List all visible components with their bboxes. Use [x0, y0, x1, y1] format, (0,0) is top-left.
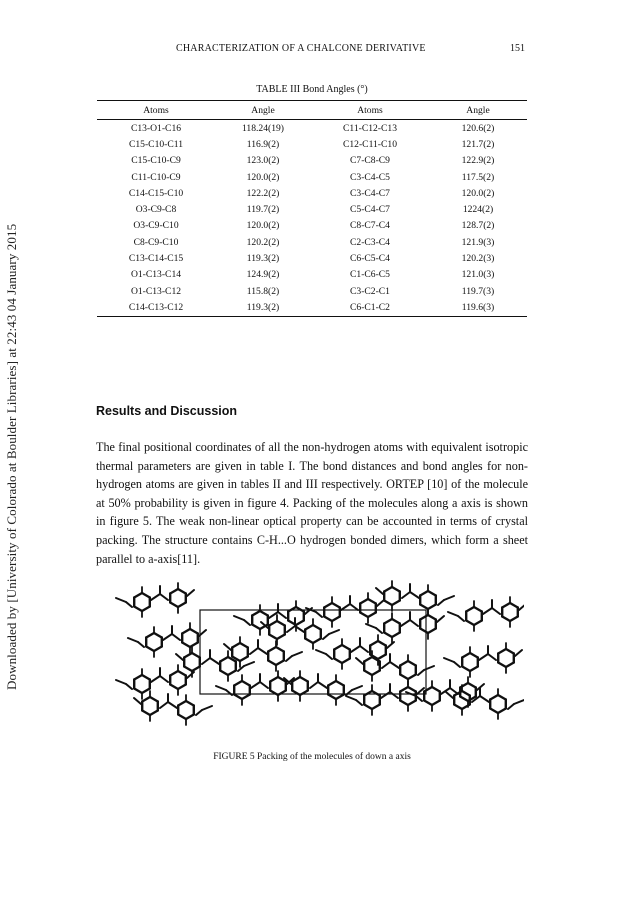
table-row	[97, 283, 527, 299]
atoms-cell: O1-C13-C14	[130, 269, 182, 281]
atoms-cell: C13-O1-C16	[130, 122, 182, 134]
header-angle-1: Angle	[215, 101, 311, 120]
atoms-cell: C8-C7-C4	[350, 220, 390, 232]
angle-cell: 120.6(2)	[461, 122, 495, 134]
atoms-cell: C15-C10-C11	[128, 138, 183, 150]
atoms-cell: C6-C5-C4	[350, 253, 390, 265]
atoms-cell: C14-C15-C10	[128, 187, 184, 199]
molecule-glyph	[134, 691, 212, 725]
crystal-packing-drawing	[100, 572, 524, 732]
table-row	[97, 201, 527, 217]
angle-cell: 121.9(3)	[461, 236, 495, 248]
atoms-cell: C13-C14-C15	[128, 253, 184, 265]
figure-caption: FIGURE 5 Packing of the molecules of down a axis	[213, 752, 411, 762]
molecule-glyph	[284, 671, 362, 705]
molecule-glyph	[116, 665, 194, 699]
table-row	[97, 267, 527, 283]
angle-cell: 118.24(19)	[241, 122, 284, 134]
running-head: CHARACTERIZATION OF A CHALCONE DERIVATIVE	[176, 43, 426, 54]
angle-cell: 122.9(2)	[461, 155, 495, 167]
molecule-glyph	[448, 597, 524, 631]
crystal-packing-figure	[100, 572, 524, 732]
atoms-cell: C15-C10-C9	[131, 155, 181, 167]
angle-cell: 115.8(2)	[246, 285, 280, 297]
molecule-glyph	[446, 685, 524, 719]
angle-cell: 119.3(2)	[246, 253, 280, 265]
table-row	[97, 299, 527, 316]
atoms-cell: O3-C9-C8	[135, 204, 177, 216]
molecule-glyph	[128, 623, 206, 657]
table-row	[97, 120, 527, 137]
table-row	[97, 136, 527, 152]
table-row	[97, 185, 527, 201]
atoms-cell: C8-C9-C10	[133, 236, 179, 248]
atoms-cell: C14-C13-C12	[97, 299, 215, 316]
atoms-cell: C3-C4-C7	[350, 187, 390, 199]
angle-cell: 119.7(2)	[246, 204, 280, 216]
atoms-cell: C11-C10-C9	[131, 171, 181, 183]
angle-cell: 121.7(2)	[461, 138, 495, 150]
table-row	[97, 169, 527, 185]
header-atoms-1: Atoms	[97, 101, 215, 120]
angle-cell: 120.0(2)	[246, 171, 280, 183]
angle-cell: 117.5(2)	[461, 171, 495, 183]
download-watermark	[4, 210, 22, 690]
table-caption: TABLE III Bond Angles (°)	[256, 84, 368, 95]
angle-cell: 124.9(2)	[246, 269, 280, 281]
download-watermark-text: Downloaded by [University of Colorado at Boulder Libraries] at 22:43 04 January 2015	[4, 223, 19, 690]
table-row	[97, 218, 527, 234]
angle-cell: 121.0(3)	[461, 269, 495, 281]
atoms-cell: C6-C1-C2	[311, 299, 429, 316]
header-angle-2: Angle	[429, 101, 527, 120]
angle-cell: 123.0(2)	[246, 155, 280, 167]
atoms-cell: C12-C11-C10	[342, 138, 397, 150]
molecule-glyph	[356, 651, 434, 685]
angle-cell: 119.3(2)	[215, 299, 311, 316]
atoms-cell: C3-C4-C5	[350, 171, 390, 183]
angle-cell: 116.9(2)	[246, 138, 280, 150]
molecule-glyph	[116, 583, 194, 617]
atoms-cell: C3-C2-C1	[350, 285, 390, 297]
table-body	[97, 120, 527, 317]
body-paragraph: The final positional coordinates of all the non-hydrogen atoms with equivalent isotropic thermal parameters are given in table I. The bond distances and bond angles for non-hydrogen atoms are given in tables II and III respectively. ORTEP [10] of the molecule at 50% probability is given in figure 4. Packing of the molecules along a axis is shown in figure 5. The weak non-linear optical property can be accounted in terms of crystal packing. The structure contains C-H...O hydrogen bonded dimers, which form a sheet parallel to a-axis[11].	[96, 440, 528, 566]
atoms-cell: O1-C13-C12	[130, 285, 182, 297]
molecule-glyph	[316, 635, 394, 669]
atoms-cell: C1-C6-C5	[350, 269, 390, 281]
atoms-cell: C5-C4-C7	[350, 204, 390, 216]
angle-cell: 1224(2)	[462, 204, 494, 216]
angle-cell: 119.7(3)	[461, 285, 495, 297]
angle-cell: 119.6(3)	[429, 299, 527, 316]
table-row	[97, 234, 527, 250]
angle-cell: 122.2(2)	[246, 187, 280, 199]
angle-cell: 120.0(2)	[461, 187, 495, 199]
header-atoms-2: Atoms	[311, 101, 429, 120]
molecule-glyph	[261, 615, 339, 649]
table-row	[97, 250, 527, 266]
page-number: 151	[510, 43, 525, 54]
table-row	[97, 153, 527, 169]
atoms-cell: C7-C8-C9	[350, 155, 390, 167]
atoms-cell: C2-C3-C4	[350, 236, 390, 248]
atoms-cell: O3-C9-C10	[133, 220, 179, 232]
molecule-glyph	[346, 681, 424, 715]
angle-cell: 128.7(2)	[461, 220, 495, 232]
angle-cell: 120.0(2)	[246, 220, 280, 232]
section-heading: Results and Discussion	[96, 404, 238, 418]
bond-angles-table	[97, 100, 527, 317]
angle-cell: 120.2(2)	[246, 236, 280, 248]
table-header-row	[97, 101, 527, 120]
molecule-glyph	[444, 643, 522, 677]
angle-cell: 120.2(3)	[461, 253, 495, 265]
atoms-cell: C11-C12-C13	[342, 122, 397, 134]
